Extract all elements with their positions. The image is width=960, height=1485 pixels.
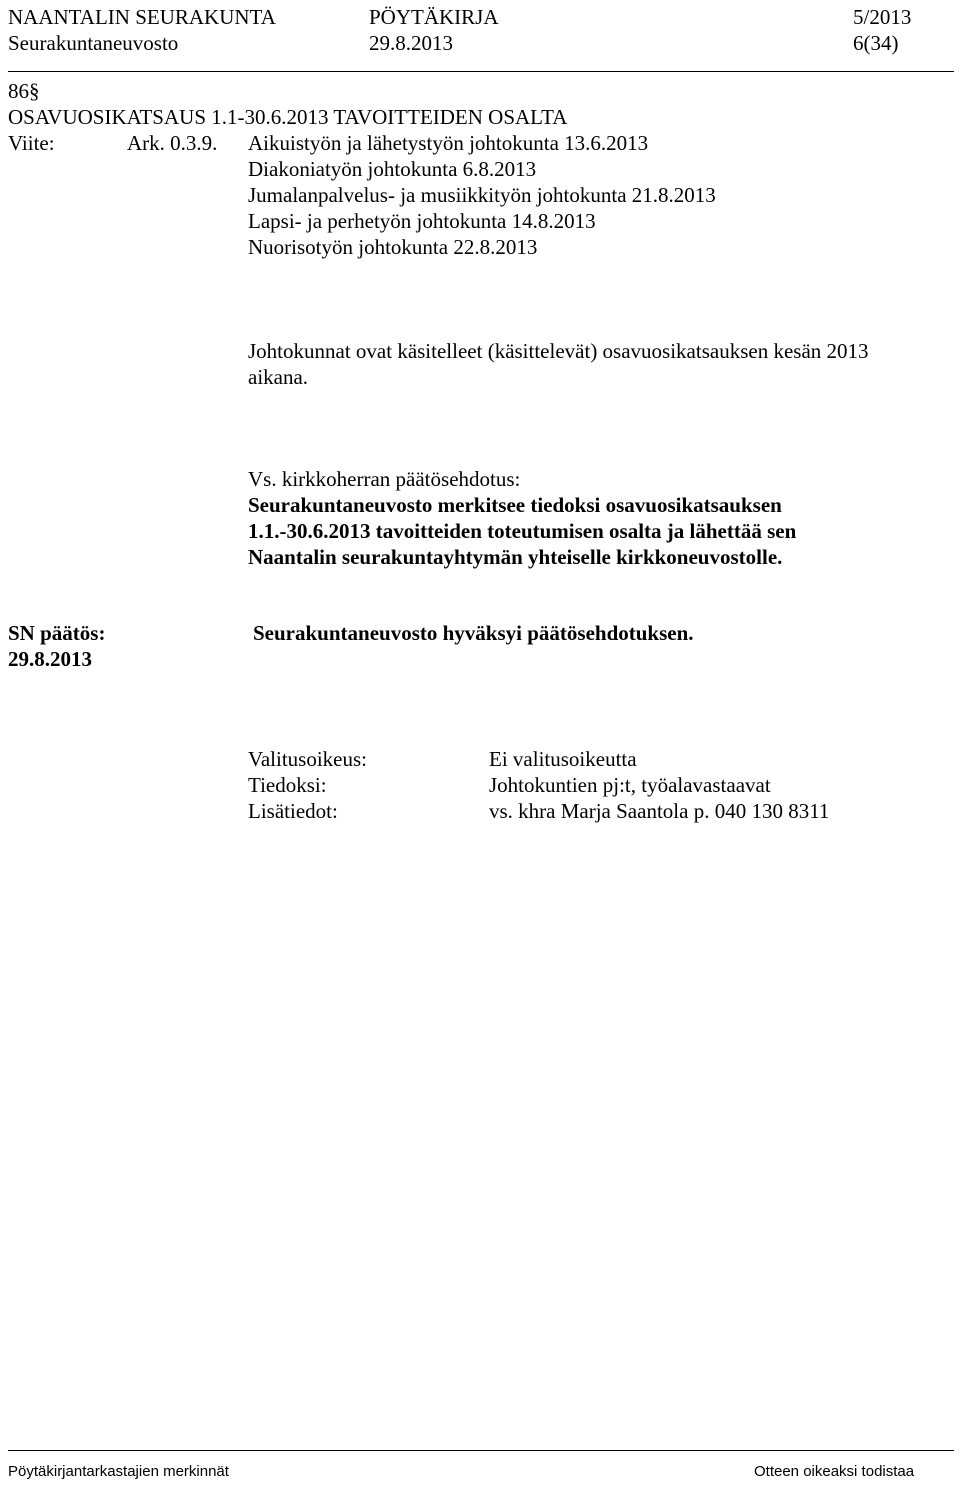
body-text-line2: aikana. xyxy=(248,365,309,389)
header-doc-type: PÖYTÄKIRJA xyxy=(369,5,499,29)
decision-text: Seurakuntaneuvosto hyväksyi päätösehdotuksen. xyxy=(253,621,694,645)
decision-label: SN päätös: xyxy=(8,621,106,645)
reference-item: Diakoniatyön johtokunta 6.8.2013 xyxy=(248,157,537,181)
proposal-line: 1.1.-30.6.2013 tavoitteiden toteutumisen osalta ja lähettää sen xyxy=(248,519,797,543)
reference-item: Nuorisotyön johtokunta 22.8.2013 xyxy=(248,235,538,259)
header-body: Seurakuntaneuvosto xyxy=(8,31,179,55)
section-number xyxy=(8,78,40,104)
proposal-line: Naantalin seurakuntayhtymän yhteiselle kirkkoneuvostolle. xyxy=(248,545,783,569)
proposal-label: Vs. kirkkoherran päätösehdotus: xyxy=(248,467,521,491)
section-number-text: 86 xyxy=(8,79,29,103)
reference-item: Aikuistyön ja lähetystyön johtokunta 13.6.2013 xyxy=(248,131,649,155)
header-org: NAANTALIN SEURAKUNTA xyxy=(8,5,276,29)
info-value-appeal: Ei valitusoikeutta xyxy=(489,747,637,771)
header-doc-number: 5/2013 xyxy=(853,5,912,29)
header-page: 6(34) xyxy=(853,31,899,55)
section-title: OSAVUOSIKATSAUS 1.1-30.6.2013 TAVOITTEIDEN OSALTA xyxy=(8,105,568,129)
info-label-appeal: Valitusoikeus: xyxy=(248,747,367,771)
reference-item: Jumalanpalvelus- ja musiikkityön johtokunta 21.8.2013 xyxy=(248,183,716,207)
footer-divider xyxy=(8,1450,954,1451)
footer-left: Pöytäkirjantarkastajien merkinnät xyxy=(8,1463,229,1480)
reference-item: Lapsi- ja perhetyön johtokunta 14.8.2013 xyxy=(248,209,596,233)
header-date: 29.8.2013 xyxy=(369,31,453,55)
body-text-line1: Johtokunnat ovat käsitelleet (käsittelevät) osavuosikatsauksen kesän 2013 xyxy=(248,339,869,363)
section-sign-icon: § xyxy=(29,79,40,103)
references-ark: Ark. 0.3.9. xyxy=(127,131,218,155)
proposal-line: Seurakuntaneuvosto merkitsee tiedoksi osavuosikatsauksen xyxy=(248,493,782,517)
info-value-more: vs. khra Marja Saantola p. 040 130 8311 xyxy=(489,799,830,823)
references-label: Viite: xyxy=(8,131,55,155)
header-divider xyxy=(8,71,954,72)
footer-right: Otteen oikeaksi todistaa xyxy=(754,1463,915,1480)
info-label-more: Lisätiedot: xyxy=(248,799,338,823)
info-value-notice: Johtokuntien pj:t, työalavastaavat xyxy=(489,773,771,797)
info-label-notice: Tiedoksi: xyxy=(248,773,327,797)
decision-date: 29.8.2013 xyxy=(8,647,92,671)
